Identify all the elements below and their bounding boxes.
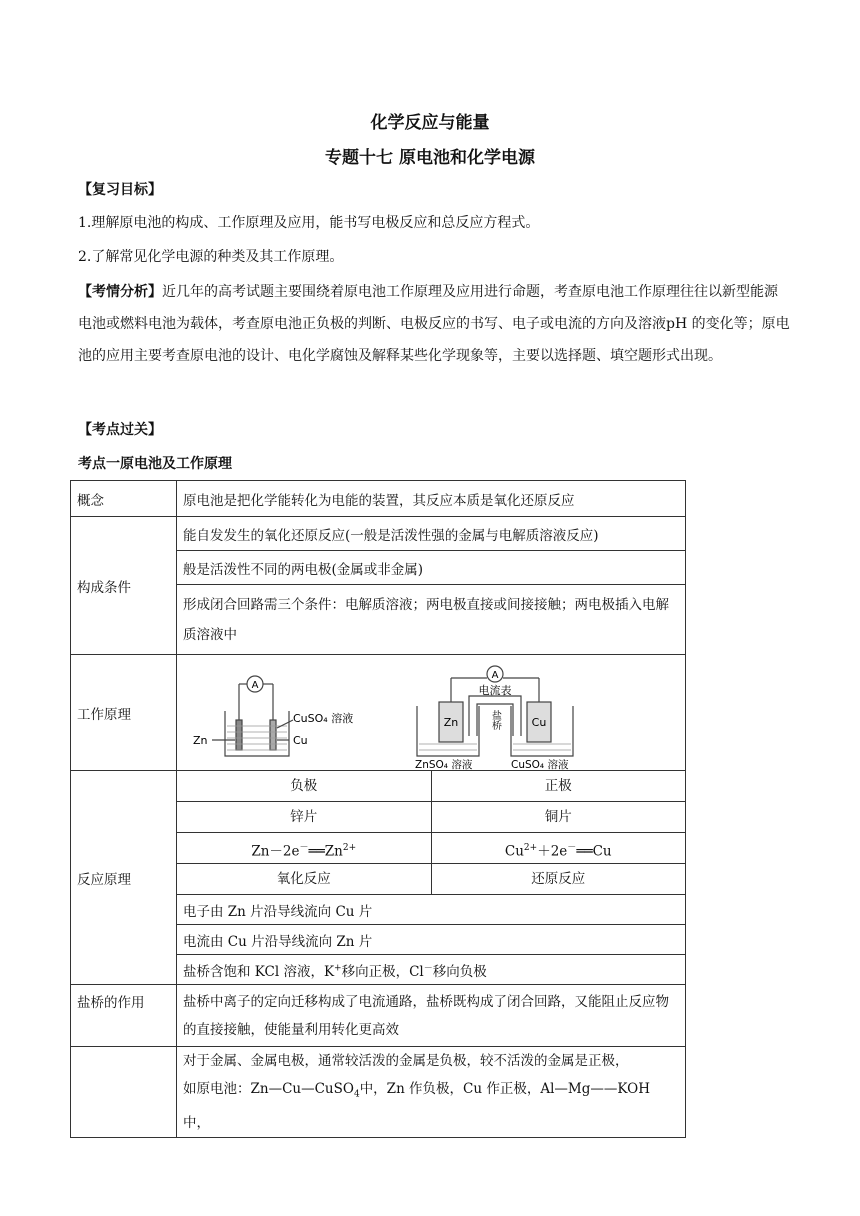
checkpoint-heading: 【考点过关】 bbox=[78, 422, 162, 438]
bridge-role-label: 盐桥的作用 bbox=[71, 985, 177, 1047]
cuso4-solution-label: CuSO₄ 溶液 bbox=[511, 758, 569, 770]
bridge-role-text: 盐桥中离子的定向迁移构成了电流通路，盐桥既构成了闭合回路，又能阻止反应物的直接接触，使能量利用转化更高效 bbox=[177, 985, 686, 1047]
salt-bridge-ions: 盐桥含饱和 KCl 溶液，K+移向正极，Cl－移向负极 bbox=[177, 955, 686, 985]
doc-subtitle: 专题十七 原电池和化学电源 bbox=[325, 148, 535, 168]
current-flow: 电流由 Cu 片沿导线流向 Zn 片 bbox=[177, 925, 686, 955]
checkpoint-subheading: 考点一原电池及工作原理 bbox=[78, 456, 232, 472]
negative-pole-header: 负极 bbox=[177, 771, 432, 801]
concept-label: 概念 bbox=[71, 481, 177, 517]
reduction-reaction: 还原反应 bbox=[531, 871, 586, 887]
positive-pole-header: 正极 bbox=[544, 778, 572, 794]
review-item-1: 1.理解原电池的构成、工作原理及应用，能书写电极反应和总反应方程式。 bbox=[78, 215, 540, 231]
ammeter-label: 电流表 bbox=[478, 683, 512, 697]
meter-label: A bbox=[251, 679, 259, 691]
analysis-text: 近几年的高考试题主要围绕着原电池工作原理及应用进行命题，考查原电池工作原理往往以新型能源电池或燃料电池为载体，考查原电池正负极的判断、电极反应的书写、电子或电流的方向及溶液pH 的变化等；原电池的应用主要考查原电池的设计、电化学腐蚀及解释某些化学现象等，主要以选择题、填空题形式出现。 bbox=[78, 284, 790, 364]
review-heading: 【复习目标】 bbox=[78, 182, 162, 198]
conditions-label: 构成条件 bbox=[71, 517, 177, 655]
condition-1: 能自发发生的氧化还原反应(一般是活泼性强的金属与电解质溶液反应) bbox=[177, 517, 686, 551]
reaction-label: 反应原理 bbox=[71, 771, 177, 985]
cuso4-label: CuSO₄ 溶液 bbox=[293, 711, 354, 725]
doc-title: 化学反应与能量 bbox=[370, 113, 490, 133]
condition-3: 形成闭合回路需三个条件：电解质溶液；两电极直接或间接接触；两电极插入电解质溶液中 bbox=[177, 585, 686, 655]
zn-label: Zn bbox=[193, 733, 208, 747]
cu-label: Cu bbox=[293, 733, 308, 747]
principle-label: 工作原理 bbox=[71, 655, 177, 771]
zn-electrode-label: Zn bbox=[443, 715, 459, 729]
salt-bridge-label: 盐桥 bbox=[489, 709, 501, 730]
analysis-paragraph bbox=[78, 276, 790, 372]
condition-2: 般是活泼性不同的两电极(金属或非金属) bbox=[177, 551, 686, 585]
ammeter-symbol: A bbox=[491, 669, 499, 681]
electrode-label-empty bbox=[71, 1047, 177, 1138]
principle-table bbox=[70, 480, 686, 1138]
zinc-plate: 锌片 bbox=[177, 802, 432, 832]
review-item-2: 2.了解常见化学电源的种类及其工作原理。 bbox=[78, 249, 344, 265]
positive-equation: $Cu^{2+}+2e^-══Cu$ bbox=[504, 843, 612, 860]
znso4-label: ZnSO₄ 溶液 bbox=[415, 758, 473, 770]
negative-equation: $Zn-2e^-══Zn^{2+}$ bbox=[177, 833, 432, 863]
oxidation-reaction: 氧化反应 bbox=[177, 864, 432, 894]
concept-text: 原电池是把化学能转化为电能的装置，其反应本质是氧化还原反应 bbox=[177, 481, 686, 517]
analysis-heading: 【考情分析】 bbox=[78, 284, 162, 300]
cell-diagram-cell bbox=[177, 655, 686, 771]
cu-electrode-label: Cu bbox=[531, 715, 547, 729]
copper-plate: 铜片 bbox=[544, 809, 572, 825]
electrode-judgement-text: 对于金属、金属电极，通常较活泼的金属是负极，较不活泼的金属是正极， 如原电池：Zn—Cu—CuSO$_4$中，Zn 作负极，Cu 作正极，Al—Mg——KOH 中， bbox=[177, 1047, 686, 1138]
electron-flow: 电子由 Zn 片沿导线流向 Cu 片 bbox=[177, 895, 686, 925]
galvanic-cell-diagram bbox=[177, 656, 685, 770]
